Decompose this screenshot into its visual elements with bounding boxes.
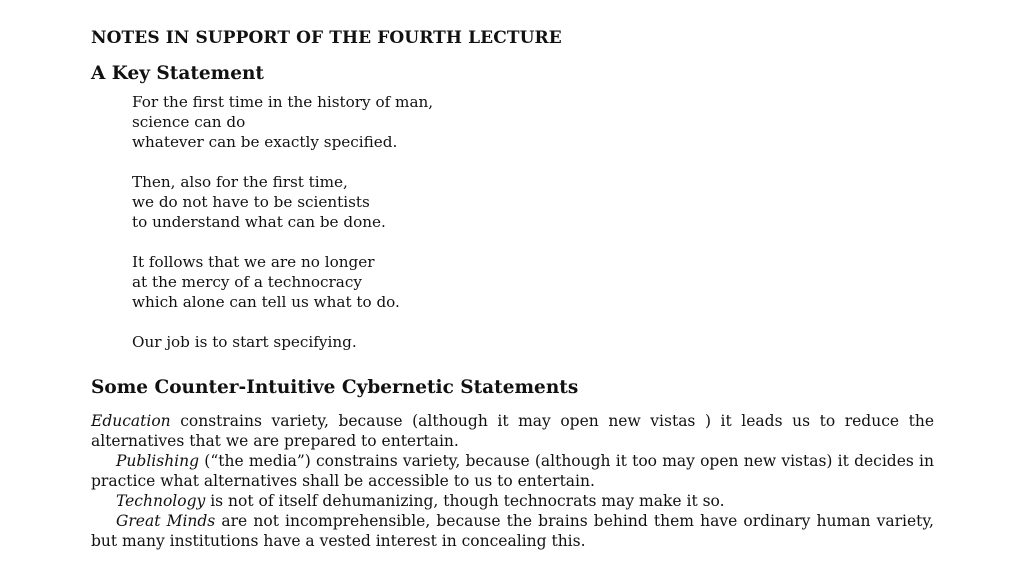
counter-intuitive-heading: Some Counter-Intuitive Cybernetic Statements bbox=[91, 377, 579, 398]
stanza-line: at the mercy of a technocracy bbox=[132, 273, 362, 291]
statement-text: is not of itself dehumanizing, though technocrats may make it so. bbox=[205, 492, 725, 510]
key-statement-body bbox=[132, 92, 433, 372]
stanza bbox=[132, 172, 433, 232]
stanza bbox=[132, 92, 433, 152]
stanza bbox=[132, 332, 433, 352]
statement-term: Publishing bbox=[116, 452, 200, 470]
stanza-line: It follows that we are no longer bbox=[132, 253, 375, 271]
stanza-line: to understand what can be done. bbox=[132, 213, 386, 231]
stanza bbox=[132, 252, 433, 312]
stanza-line: which alone can tell us what to do. bbox=[132, 293, 400, 311]
stanza-line: For the first time in the history of man, bbox=[132, 93, 434, 111]
statement-paragraph bbox=[91, 511, 934, 551]
statement-term: Great Minds bbox=[116, 512, 216, 530]
stanza-line: whatever can be exactly specified. bbox=[132, 133, 398, 151]
statement-text: are not incomprehensible, because the brains behind them have ordinary human variety, but many institutions have a vested interest in concealing this. bbox=[91, 512, 934, 550]
statement-text: constrains variety, because (although it may open new vistas ) it leads us to reduce the alternatives that we are prepared to entertain. bbox=[91, 412, 934, 450]
statement-paragraph bbox=[91, 451, 934, 491]
stanza-line: Then, also for the first time, bbox=[132, 173, 348, 191]
statement-paragraph bbox=[91, 411, 934, 451]
statement-text: (“the media”) constrains variety, because (although it too may open new vistas) it decides in practice what alternatives shall be accessible to us to entertain. bbox=[91, 452, 934, 490]
stanza-line: Our job is to start specifying. bbox=[132, 333, 357, 351]
statement-term: Education bbox=[91, 412, 171, 430]
stanza-line: we do not have to be scientists bbox=[132, 193, 370, 211]
statement-paragraph bbox=[91, 491, 934, 511]
key-statement-heading: A Key Statement bbox=[91, 63, 264, 84]
statement-term: Technology bbox=[116, 492, 206, 510]
stanza-line: science can do bbox=[132, 113, 246, 131]
page-title: NOTES IN SUPPORT OF THE FOURTH LECTURE bbox=[91, 28, 562, 48]
counter-intuitive-body bbox=[91, 411, 934, 551]
